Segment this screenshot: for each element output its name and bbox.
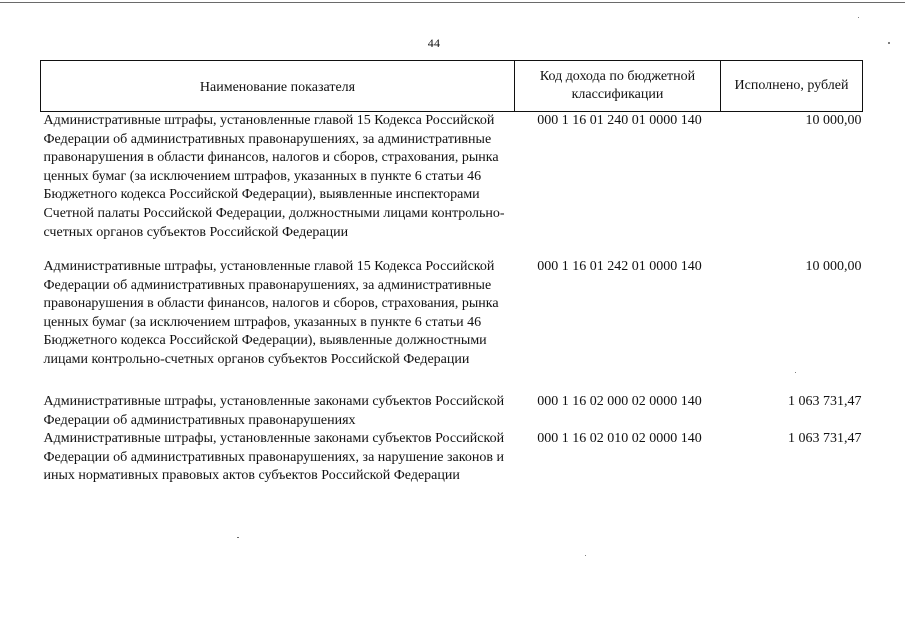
row-indicator-name: Административные штрафы, установленные законами субъектов Российской Федерации об административных правонарушениях — [43, 394, 505, 428]
row-indicator-name: Административные штрафы, установленные главой 15 Кодекса Российской Федерации об административных правонарушениях, за административные правонарушения в области финансов, налогов и сборов, страхования, рынка ценных бумаг (за исключением штрафов, указанных в пункте 6 статьи 46 Бюджетного кодекса Российской Федерации), выявленные должностными лицами контрольно-счетных органов субъектов Российской Федерации — [43, 259, 499, 367]
row-indicator-name: Административные штрафы, установленные законами субъектов Российской Федерации об административных правонарушениях, за нарушение законов и иных нормативных правовых актов субъектов Российской Федерации — [43, 431, 505, 484]
row-income-code: 000 1 16 01 242 01 0000 140 — [537, 259, 702, 274]
page-number: 44 — [427, 36, 441, 50]
header-indicator-name: Наименование показателя — [41, 61, 515, 112]
scan-speck — [888, 42, 890, 44]
header-executed-amount: Исполнено, рублей — [721, 61, 863, 112]
row-income-code: 000 1 16 02 010 02 0000 140 — [537, 431, 702, 447]
row-indicator-name: Административные штрафы, установленные главой 15 Кодекса Российской Федерации об административных правонарушениях, за административные правонарушения в области финансов, налогов и сборов, страхования, рынка ценных бумаг (за исключением штрафов, указанных в пункте 6 статьи 46 Бюджетного кодекса Российской Федерации), выявленные инспекторами Счетной палаты Российской Федерации, должностными лицами контрольно-счетных органов субъектов Российской Федерации — [43, 113, 505, 240]
row-executed-amount: 1 063 731,47 — [788, 394, 862, 409]
header-income-code: Код дохода по бюджетной классификации — [515, 61, 721, 112]
scan-speck — [795, 372, 796, 373]
scan-top-edge-line — [0, 2, 905, 3]
table-header — [41, 61, 863, 112]
budget-income-table — [40, 60, 863, 486]
table-row — [41, 393, 863, 430]
scan-speck — [237, 537, 239, 538]
scan-speck — [858, 17, 859, 18]
table-header-row — [41, 61, 863, 112]
table-row — [41, 258, 863, 393]
row-executed-amount: 1 063 731,47 — [788, 431, 862, 447]
row-executed-amount: 10 000,00 — [805, 113, 862, 128]
row-income-code: 000 1 16 01 240 01 0000 140 — [537, 113, 702, 128]
scan-speck — [585, 555, 586, 556]
table-row — [41, 430, 863, 486]
row-income-code: 000 1 16 02 000 02 0000 140 — [537, 394, 702, 409]
table-row — [41, 112, 863, 259]
table-body — [41, 112, 863, 486]
row-executed-amount: 10 000,00 — [805, 259, 862, 274]
